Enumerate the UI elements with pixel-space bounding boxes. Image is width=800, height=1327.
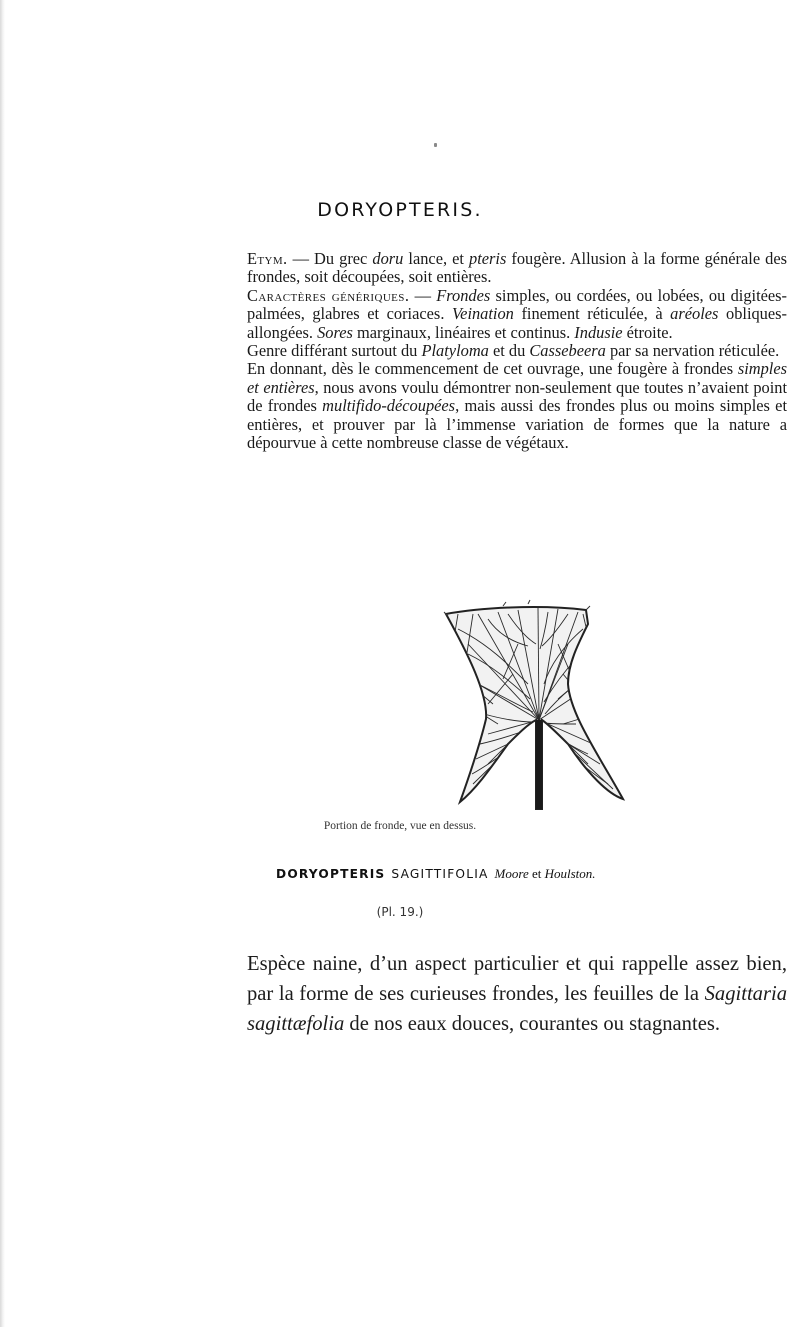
characters-paragraph: Caractères génériques. — Frondes simples, ou cordées, ou lobées, ou digitées-palmées, glabres et coriaces. Veination finement réticulée, à aréoles obliques-allongées. Sores marginaux, linéaires et continus. Indusie étroite. — [247, 285, 788, 342]
page-title: DORYOPTERIS. — [317, 199, 483, 221]
plate-reference: (Pl. 19.) — [376, 905, 424, 919]
page-mark — [434, 143, 437, 147]
figure-caption: Portion de fronde, vue en dessus. — [323, 820, 477, 832]
genre-paragraph: Genre différant surtout du Platyloma et du Cassebeera par sa nervation réticulée. — [247, 341, 780, 361]
characters-label: Caractères génériques. — [247, 285, 410, 305]
species-genus: DORYOPTERIS — [276, 867, 386, 881]
genus-description — [247, 250, 787, 452]
species-description: Espèce naine, d’un aspect particulier et qui rappelle assez bien, par la forme de ses curieuses frondes, les feuilles de la Sagittaria sagittæfolia de nos eaux douces, courantes ou stagnantes. — [247, 953, 787, 1035]
commentary-paragraph: En donnant, dès le commencement de cet ouvrage, une fougère à frondes simples et entières, nous avons voulu démontrer non-seulement que toutes n’avaient point de frondes multifido-découpées, mais aussi des frondes plus ou moins simples et entières, et prouver par là l’immense variation de formes que la nature a dépourvue à cette nombreuse classe de végétaux. — [247, 359, 788, 453]
frond-illustration — [418, 584, 666, 814]
species-epithet: SAGITTIFOLIA — [391, 867, 489, 881]
species-authors: Moore et Houlston. — [494, 866, 596, 881]
etymology-label: Etym. — [247, 249, 288, 268]
etymology-paragraph: Etym. — Du grec doru lance, et pteris fougère. Allusion à la forme générale des frondes, soit découpées, soit entières. — [247, 249, 787, 287]
species-heading — [276, 866, 796, 882]
frond-engraving — [418, 584, 666, 814]
frond-stipe — [536, 720, 542, 809]
